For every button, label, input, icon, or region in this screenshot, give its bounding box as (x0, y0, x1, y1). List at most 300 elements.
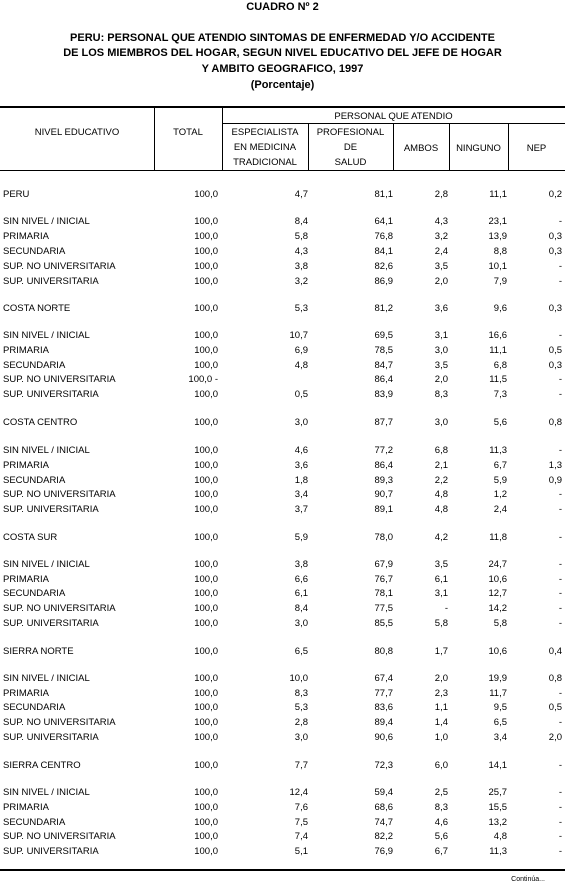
total-cell: 100,0 (194, 261, 218, 272)
ninguno-cell: 14,1 (488, 760, 507, 771)
profesional-cell: 83,6 (374, 702, 393, 713)
row-label: SUP. UNIVERSITARIA (3, 389, 99, 400)
profesional-cell: 77,2 (374, 445, 393, 456)
row-label: COSTA NORTE (3, 303, 71, 314)
ambos-cell: 2,3 (434, 688, 448, 699)
especialista-cell: 3,2 (294, 276, 308, 287)
row-label: PRIMARIA (3, 345, 49, 356)
row-label: SUP. NO UNIVERSITARIA (3, 489, 116, 500)
especialista-cell: 2,8 (294, 717, 308, 728)
ninguno-cell: 10,1 (488, 261, 507, 272)
nep-cell: - (558, 787, 562, 798)
especialista-cell: 6,6 (294, 574, 308, 585)
total-cell: 100,0 (194, 246, 218, 257)
profesional-cell: 82,2 (374, 831, 393, 842)
total-cell: 100,0 (194, 460, 218, 471)
ninguno-cell: 6,8 (493, 360, 507, 371)
profesional-cell: 89,4 (374, 717, 393, 728)
total-cell: 100,0 (194, 603, 218, 614)
row-label: SECUNDARIA (3, 246, 66, 257)
ambos-cell: 4,8 (434, 504, 448, 515)
nep-cell: 0,3 (548, 246, 562, 257)
table-row (0, 760, 565, 773)
profesional-cell: 68,6 (374, 802, 393, 813)
especialista-cell: 4,8 (294, 360, 308, 371)
especialista-cell: 3,6 (294, 460, 308, 471)
ambos-cell: 4,8 (434, 489, 448, 500)
profesional-cell: 87,7 (374, 417, 393, 428)
table-number: CUADRO Nº 2 (246, 1, 319, 13)
nep-cell: - (558, 532, 562, 543)
especialista-cell: 1,8 (294, 475, 308, 486)
row-label: SUP. NO UNIVERSITARIA (3, 261, 116, 272)
nep-cell: - (558, 802, 562, 813)
ninguno-cell: 1,2 (493, 489, 507, 500)
total-cell: 100,0 (194, 688, 218, 699)
column-header-nivel: NIVEL EDUCATIVO (34, 127, 120, 138)
profesional-cell: 67,4 (374, 673, 393, 684)
column-header-profesional-1: PROFESIONAL (316, 127, 385, 138)
ambos-cell: 2,0 (434, 673, 448, 684)
table-row (0, 846, 565, 859)
table-row (0, 189, 565, 202)
row-label: SUP. NO UNIVERSITARIA (3, 717, 116, 728)
nep-cell: - (558, 618, 562, 629)
nep-cell: - (558, 445, 562, 456)
table-row (0, 802, 565, 815)
table-row (0, 688, 565, 701)
total-cell: 100,0 (194, 717, 218, 728)
column-header-especialista-2: EN MEDICINA (233, 142, 297, 153)
nep-cell: 0,3 (548, 231, 562, 242)
table-row (0, 489, 565, 502)
total-cell: 100,0 (194, 216, 218, 227)
total-cell: 100,0 (194, 618, 218, 629)
table-row (0, 276, 565, 289)
especialista-cell: 5,3 (294, 303, 308, 314)
ninguno-cell: 19,9 (488, 673, 507, 684)
total-cell: 100,0 (194, 732, 218, 743)
profesional-cell: 76,8 (374, 231, 393, 242)
column-header-ninguno: NINGUNO (456, 143, 501, 154)
total-cell: 100,0 (194, 817, 218, 828)
especialista-cell: 10,7 (289, 330, 308, 341)
row-label: PRIMARIA (3, 574, 49, 585)
nep-cell: - (558, 504, 562, 515)
nep-cell: - (558, 276, 562, 287)
total-cell: 100,0 (194, 489, 218, 500)
especialista-cell: 7,6 (294, 802, 308, 813)
ambos-cell: 4,3 (434, 216, 448, 227)
profesional-cell: 78,0 (374, 532, 393, 543)
ninguno-cell: 11,7 (489, 688, 507, 699)
especialista-cell: 3,0 (294, 732, 308, 743)
ninguno-cell: 15,5 (488, 802, 507, 813)
ambos-cell: 2,0 (434, 374, 448, 385)
table-row (0, 389, 565, 402)
table-row (0, 445, 565, 458)
ninguno-cell: 9,6 (493, 303, 507, 314)
ninguno-cell: 7,9 (493, 276, 507, 287)
profesional-cell: 77,5 (374, 603, 393, 614)
nep-cell: - (558, 216, 562, 227)
especialista-cell: 6,5 (294, 646, 308, 657)
especialista-cell: 5,3 (294, 702, 308, 713)
row-label: PERU (3, 189, 30, 200)
ninguno-cell: 6,5 (493, 717, 507, 728)
ambos-cell: 8,3 (434, 802, 448, 813)
row-label: PRIMARIA (3, 460, 49, 471)
table-row (0, 574, 565, 587)
table-row (0, 817, 565, 830)
profesional-cell: 90,6 (374, 732, 393, 743)
row-label: SUP. UNIVERSITARIA (3, 504, 99, 515)
ninguno-cell: 2,4 (493, 504, 507, 515)
profesional-cell: 78,5 (374, 345, 393, 356)
ninguno-cell: 11,3 (489, 445, 507, 456)
row-label: COSTA SUR (3, 532, 58, 543)
table-row (0, 360, 565, 373)
especialista-cell: 0,5 (294, 389, 308, 400)
column-header-profesional-2: DE (343, 142, 358, 153)
row-label: PRIMARIA (3, 802, 49, 813)
ambos-cell: 1,4 (434, 717, 448, 728)
table-row (0, 246, 565, 259)
especialista-cell: 12,4 (289, 787, 308, 798)
nep-cell: - (558, 374, 562, 385)
profesional-cell: 86,4 (374, 460, 393, 471)
column-header-total: TOTAL (173, 127, 203, 138)
nep-cell: - (558, 817, 562, 828)
ambos-cell: 1,7 (434, 646, 448, 657)
row-label: SIN NIVEL / INICIAL (3, 216, 90, 227)
profesional-cell: 76,7 (374, 574, 393, 585)
ninguno-cell: 13,9 (488, 231, 507, 242)
profesional-cell: 86,9 (374, 276, 393, 287)
nep-cell: - (558, 846, 562, 857)
nep-cell: 0,5 (548, 702, 562, 713)
especialista-cell: 10,0 (289, 673, 308, 684)
total-cell: 100,0 (194, 702, 218, 713)
nep-cell: - (558, 574, 562, 585)
especialista-cell: 3,0 (294, 417, 308, 428)
profesional-cell: 67,9 (374, 559, 393, 570)
row-label: SUP. NO UNIVERSITARIA (3, 831, 116, 842)
profesional-cell: 81,1 (374, 189, 393, 200)
ambos-cell: 3,0 (434, 417, 448, 428)
table-row (0, 374, 565, 387)
title-line-2: DE LOS MIEMBROS DEL HOGAR, SEGUN NIVEL EDUCATIVO DEL JEFE DE HOGAR (63, 47, 502, 59)
especialista-cell: 7,4 (294, 831, 308, 842)
nep-cell: - (558, 717, 562, 728)
nep-cell: - (558, 559, 562, 570)
total-cell: 100,0 (194, 574, 218, 585)
profesional-cell: 74,7 (374, 817, 393, 828)
total-cell: 100,0 (194, 276, 218, 287)
row-label: SUP. UNIVERSITARIA (3, 732, 99, 743)
table-row (0, 787, 565, 800)
row-label: PRIMARIA (3, 688, 49, 699)
total-cell: 100,0 (194, 360, 218, 371)
ninguno-cell: 11,8 (489, 532, 507, 543)
ambos-cell: 3,5 (434, 360, 448, 371)
profesional-cell: 84,1 (374, 246, 393, 257)
total-cell: 100,0 (194, 760, 218, 771)
ninguno-cell: 7,3 (493, 389, 507, 400)
table-row (0, 831, 565, 844)
table-row (0, 460, 565, 473)
total-cell: 100,0 (194, 417, 218, 428)
ninguno-cell: 11,1 (489, 345, 507, 356)
table-row (0, 702, 565, 715)
row-label: SECUNDARIA (3, 475, 66, 486)
ninguno-cell: 8,8 (493, 246, 507, 257)
nep-cell: - (558, 489, 562, 500)
profesional-cell: 89,3 (374, 475, 393, 486)
column-header-profesional-3: SALUD (334, 157, 367, 168)
table-row (0, 345, 565, 358)
ambos-cell: 3,6 (434, 303, 448, 314)
especialista-cell: 6,9 (294, 345, 308, 356)
ambos-cell: 1,0 (434, 732, 448, 743)
table-row (0, 588, 565, 601)
nep-cell: - (558, 261, 562, 272)
nep-cell: - (558, 831, 562, 842)
row-label: SIN NIVEL / INICIAL (3, 787, 90, 798)
ambos-cell: 4,2 (434, 532, 448, 543)
row-label: SECUNDARIA (3, 588, 66, 599)
table-row (0, 618, 565, 631)
ninguno-cell: 3,4 (493, 732, 507, 743)
especialista-cell: 3,8 (294, 559, 308, 570)
nep-cell: - (558, 389, 562, 400)
ambos-cell: - (444, 603, 448, 614)
total-cell: 100,0 (194, 846, 218, 857)
especialista-cell: 8,4 (294, 216, 308, 227)
especialista-cell: 4,6 (294, 445, 308, 456)
profesional-cell: 82,6 (374, 261, 393, 272)
profesional-cell: 78,1 (374, 588, 393, 599)
ambos-cell: 3,5 (434, 559, 448, 570)
column-header-especialista-1: ESPECIALISTA (231, 127, 299, 138)
nep-cell: 0,8 (548, 417, 562, 428)
unit-label: (Porcentaje) (250, 79, 315, 91)
ambos-cell: 5,8 (434, 618, 448, 629)
profesional-cell: 80,8 (374, 646, 393, 657)
profesional-cell: 84,7 (374, 360, 393, 371)
ambos-cell: 2,8 (434, 189, 448, 200)
total-cell: 100,0 (194, 532, 218, 543)
especialista-cell: 4,3 (294, 246, 308, 257)
ninguno-cell: 5,6 (493, 417, 507, 428)
especialista-cell: 5,9 (294, 532, 308, 543)
table-row (0, 732, 565, 745)
table-row (0, 303, 565, 316)
row-label: SUP. UNIVERSITARIA (3, 276, 99, 287)
total-cell: 100,0 (194, 389, 218, 400)
row-label: SIERRA CENTRO (3, 760, 81, 771)
especialista-cell: 3,0 (294, 618, 308, 629)
row-label: SIN NIVEL / INICIAL (3, 445, 90, 456)
total-cell: 100,0 (194, 831, 218, 842)
ambos-cell: 6,8 (434, 445, 448, 456)
column-header-especialista-3: TRADICIONAL (233, 157, 297, 168)
especialista-cell: 8,4 (294, 603, 308, 614)
profesional-cell: 81,2 (374, 303, 393, 314)
ninguno-cell: 23,1 (488, 216, 507, 227)
profesional-cell: 86,4 (374, 374, 393, 385)
ninguno-cell: 11,3 (489, 846, 507, 857)
row-label: SECUNDARIA (3, 360, 66, 371)
total-cell: 100,0 (194, 445, 218, 456)
ambos-cell: 3,0 (434, 345, 448, 356)
profesional-cell: 89,1 (374, 504, 393, 515)
ambos-cell: 2,4 (434, 246, 448, 257)
ninguno-cell: 11,5 (489, 374, 507, 385)
nep-cell: 0,9 (548, 475, 562, 486)
table-row (0, 504, 565, 517)
title-line-1: PERU: PERSONAL QUE ATENDIO SINTOMAS DE ENFERMEDAD Y/O ACCIDENTE (70, 32, 495, 44)
table-row (0, 603, 565, 616)
ambos-cell: 3,1 (434, 330, 448, 341)
ambos-cell: 2,5 (434, 787, 448, 798)
title-line-3: Y AMBITO GEOGRAFICO, 1997 (201, 63, 364, 75)
nep-cell: 0,3 (548, 360, 562, 371)
ambos-cell: 6,7 (434, 846, 448, 857)
nep-cell: - (558, 588, 562, 599)
column-group-header: PERSONAL QUE ATENDIO (334, 111, 453, 122)
profesional-cell: 76,9 (374, 846, 393, 857)
total-cell: 100,0 (194, 330, 218, 341)
nep-cell: 0,5 (548, 345, 562, 356)
ambos-cell: 2,2 (434, 475, 448, 486)
ambos-cell: 3,2 (434, 231, 448, 242)
ninguno-cell: 6,7 (493, 460, 507, 471)
especialista-cell: 7,5 (294, 817, 308, 828)
profesional-cell: 77,7 (374, 688, 393, 699)
nep-cell: 0,3 (548, 303, 562, 314)
nep-cell: 1,3 (548, 460, 562, 471)
ninguno-cell: 16,6 (488, 330, 507, 341)
profesional-cell: 90,7 (374, 489, 393, 500)
total-cell: 100,0 (194, 802, 218, 813)
table-row (0, 717, 565, 730)
row-label: SIN NIVEL / INICIAL (3, 330, 90, 341)
especialista-cell: 4,7 (294, 189, 308, 200)
especialista-cell: 5,1 (294, 846, 308, 857)
nep-cell: - (558, 760, 562, 771)
total-cell: 100,0 (194, 231, 218, 242)
ninguno-cell: 5,8 (493, 618, 507, 629)
especialista-cell: 5,8 (294, 231, 308, 242)
ambos-cell: 8,3 (434, 389, 448, 400)
especialista-cell: 6,1 (294, 588, 308, 599)
nep-cell: 2,0 (548, 732, 562, 743)
especialista-cell: 8,3 (294, 688, 308, 699)
total-cell: 100,0 (194, 588, 218, 599)
ninguno-cell: 10,6 (488, 646, 507, 657)
total-cell: 100,0 (194, 475, 218, 486)
nep-cell: - (558, 688, 562, 699)
ambos-cell: 4,6 (434, 817, 448, 828)
ambos-cell: 1,1 (434, 702, 448, 713)
table-row (0, 261, 565, 274)
total-cell: 100,0 (194, 189, 218, 200)
row-label: COSTA CENTRO (3, 417, 78, 428)
ambos-cell: 3,1 (434, 588, 448, 599)
column-header-ambos: AMBOS (403, 143, 439, 154)
total-cell: 100,0 - (188, 374, 218, 385)
column-header-nep: NEP (526, 143, 547, 154)
ambos-cell: 3,5 (434, 261, 448, 272)
row-label: SIERRA NORTE (3, 646, 74, 657)
total-cell: 100,0 (194, 345, 218, 356)
ambos-cell: 5,6 (434, 831, 448, 842)
total-cell: 100,0 (194, 673, 218, 684)
continuation-note: Continúa... (511, 876, 545, 883)
ninguno-cell: 10,6 (488, 574, 507, 585)
table-row (0, 532, 565, 545)
total-cell: 100,0 (194, 787, 218, 798)
ninguno-cell: 11,1 (489, 189, 507, 200)
ambos-cell: 2,0 (434, 276, 448, 287)
profesional-cell: 69,5 (374, 330, 393, 341)
nep-cell: 0,2 (548, 189, 562, 200)
ambos-cell: 2,1 (434, 460, 448, 471)
row-label: SECUNDARIA (3, 817, 66, 828)
ninguno-cell: 25,7 (488, 787, 507, 798)
row-label: SIN NIVEL / INICIAL (3, 559, 90, 570)
profesional-cell: 72,3 (374, 760, 393, 771)
especialista-cell: 3,4 (294, 489, 308, 500)
nep-cell: 0,4 (548, 646, 562, 657)
ambos-cell: 6,1 (434, 574, 448, 585)
profesional-cell: 59,4 (374, 787, 393, 798)
row-label: SUP. UNIVERSITARIA (3, 618, 99, 629)
ninguno-cell: 14,2 (488, 603, 507, 614)
total-cell: 100,0 (194, 559, 218, 570)
nep-cell: - (558, 603, 562, 614)
table-row (0, 216, 565, 229)
table-row (0, 646, 565, 659)
row-label: SIN NIVEL / INICIAL (3, 673, 90, 684)
ninguno-cell: 24,7 (488, 559, 507, 570)
especialista-cell: 3,8 (294, 261, 308, 272)
table-row (0, 231, 565, 244)
ninguno-cell: 5,9 (493, 475, 507, 486)
especialista-cell: 3,7 (294, 504, 308, 515)
ninguno-cell: 13,2 (488, 817, 507, 828)
table-row (0, 417, 565, 430)
total-cell: 100,0 (194, 303, 218, 314)
table-row (0, 330, 565, 343)
especialista-cell: 7,7 (294, 760, 308, 771)
total-cell: 100,0 (194, 646, 218, 657)
ninguno-cell: 4,8 (493, 831, 507, 842)
table-row (0, 475, 565, 488)
row-label: SUP. NO UNIVERSITARIA (3, 374, 116, 385)
nep-cell: 0,8 (548, 673, 562, 684)
row-label: SUP. UNIVERSITARIA (3, 846, 99, 857)
ambos-cell: 6,0 (434, 760, 448, 771)
row-label: SUP. NO UNIVERSITARIA (3, 603, 116, 614)
profesional-cell: 83,9 (374, 389, 393, 400)
ninguno-cell: 12,7 (488, 588, 507, 599)
row-label: SECUNDARIA (3, 702, 66, 713)
table-row (0, 559, 565, 572)
profesional-cell: 64,1 (374, 216, 393, 227)
nep-cell: - (558, 330, 562, 341)
